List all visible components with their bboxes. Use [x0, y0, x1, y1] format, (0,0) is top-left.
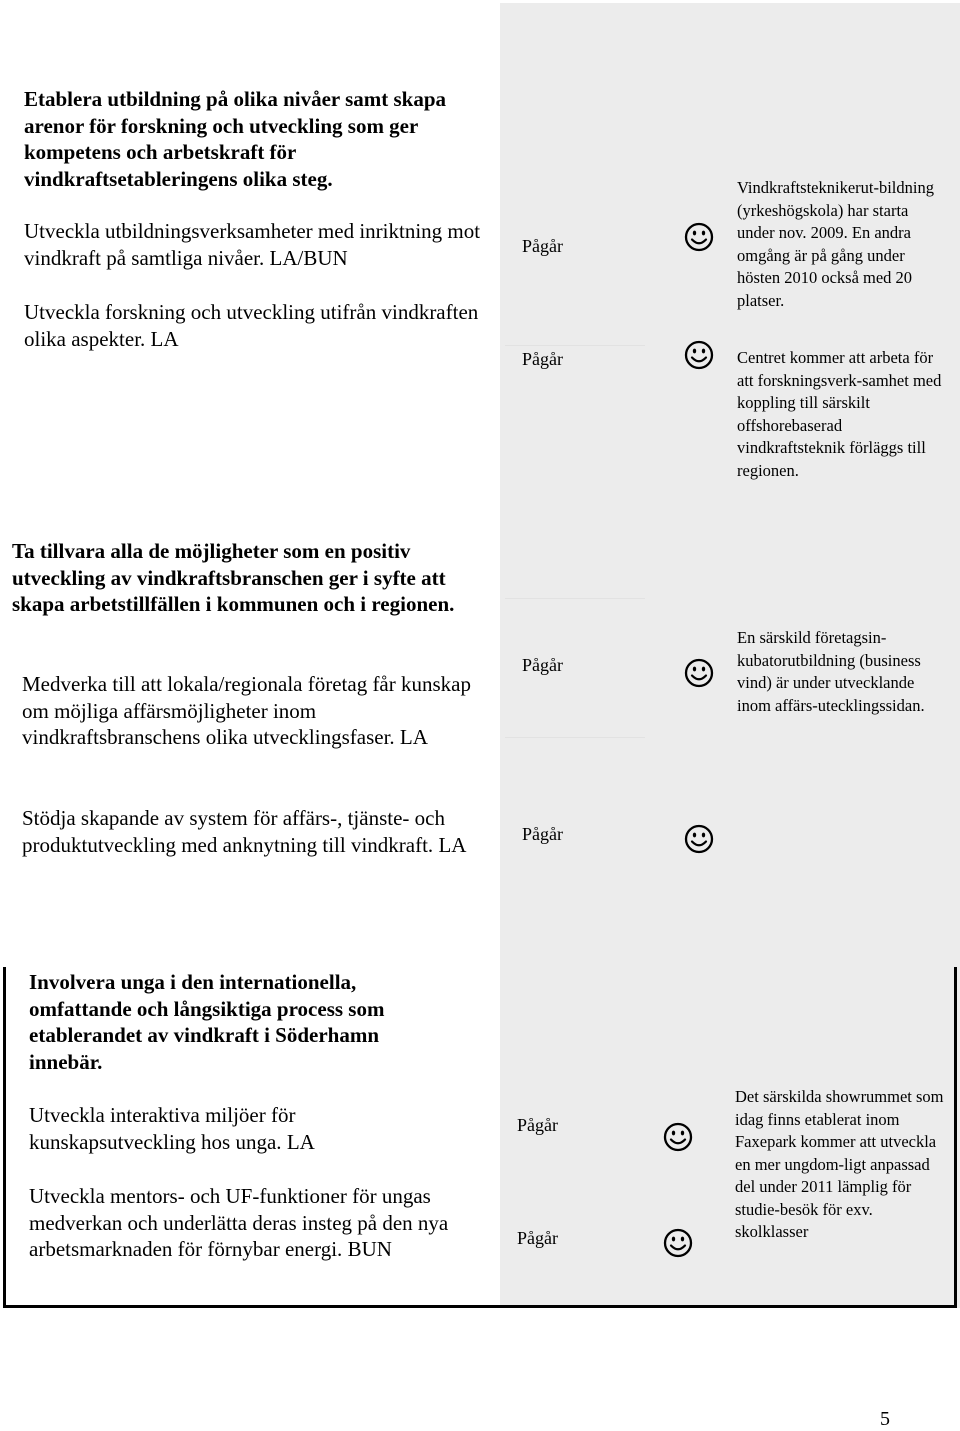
task-business-systems: Stödja skapande av system för affärs-, tjänste- och produktutveckling med anknytning till vindkraft. LA [22, 806, 467, 857]
box-left-border [3, 967, 6, 1308]
status-label: Pågår [522, 349, 563, 369]
goal-education: Etablera utbildning på olika nivåer samt skapa arenor för forskning och utveckling som ger kompetens och arbetskraft för vindkraftsetableringens olika steg. [24, 87, 447, 191]
responsible-label: LA [286, 1129, 315, 1154]
responsible-label: LA [399, 725, 428, 750]
status-label: Pågår [522, 824, 563, 844]
smiley-face-icon [684, 340, 714, 370]
page-number: 5 [880, 1408, 890, 1430]
task-education-programs: Utveckla utbildningsverksamheter med inriktning mot vindkraft på samtliga nivåer. LA/BUN [24, 219, 481, 270]
task-research: Utveckla forskning och utveckling utifrån vindkraften olika aspekter. LA [24, 300, 479, 351]
note-showroom: Det särskilda showrummet som idag finns etablerat inom Faxepark kommer att utveckla en mer ungdom-ligt anpassad del under 2011 lämplig för studie-besök för exv. skolklasser [735, 1087, 944, 1241]
note-research-status: Centret kommer att arbeta för att forskningsverk-samhet med koppling till särskilt offshorebaserad vindkraftsteknik förläggs till regionen. [737, 348, 942, 480]
smiley-face-icon [684, 658, 714, 688]
responsible-label: LA [438, 832, 467, 857]
responsible-label: LA/BUN [269, 245, 348, 270]
status-label: Pågår [517, 1228, 558, 1248]
goal-employment: Ta tillvara alla de möjligheter som en positiv utveckling av vindkraftsbranschen ger i syfte att skapa arbetstillfällen i kommunen och i regionen. [12, 539, 455, 617]
goal-youth-involvement: Involvera unga i den internationella, omfattande och långsiktiga process som etablerandet av vindkraft i Söderhamn innebär. [29, 970, 385, 1074]
smiley-face-icon [663, 1228, 693, 1258]
box-bottom-border [3, 1305, 957, 1308]
task-interactive-environments: Utveckla interaktiva miljöer för kunskapsutveckling hos unga. LA [29, 1103, 315, 1154]
status-label: Pågår [522, 236, 563, 256]
status-label: Pågår [522, 655, 563, 675]
responsible-label: BUN [347, 1237, 392, 1262]
smiley-face-icon [684, 824, 714, 854]
note-business-incubator: En särskild företagsin-kubatorutbildning (business vind) är under utvecklande inom affärs-utecklingssidan. [737, 628, 925, 715]
smiley-face-icon [663, 1122, 693, 1152]
task-local-companies: Medverka till att lokala/regionala företag får kunskap om möjliga affärsmöjligheter inom vindkraftsbranschens olika utvecklingsfaser. LA [22, 672, 471, 750]
task-mentors: Utveckla mentors- och UF-funktioner för ungas medverkan och underlätta deras insteg på den nya arbetsmarknaden för förnybar energi. BUN [29, 1184, 449, 1262]
smiley-face-icon [684, 222, 714, 252]
note-education-status: Vindkraftsteknikerut-bildning (yrkeshögskola) har starta under nov. 2009. En andra omgång är på gång under hösten 2010 också med 20 platser. [737, 178, 934, 310]
box-right-border [954, 967, 957, 1308]
status-label: Pågår [517, 1115, 558, 1135]
responsible-label: LA [150, 326, 179, 351]
